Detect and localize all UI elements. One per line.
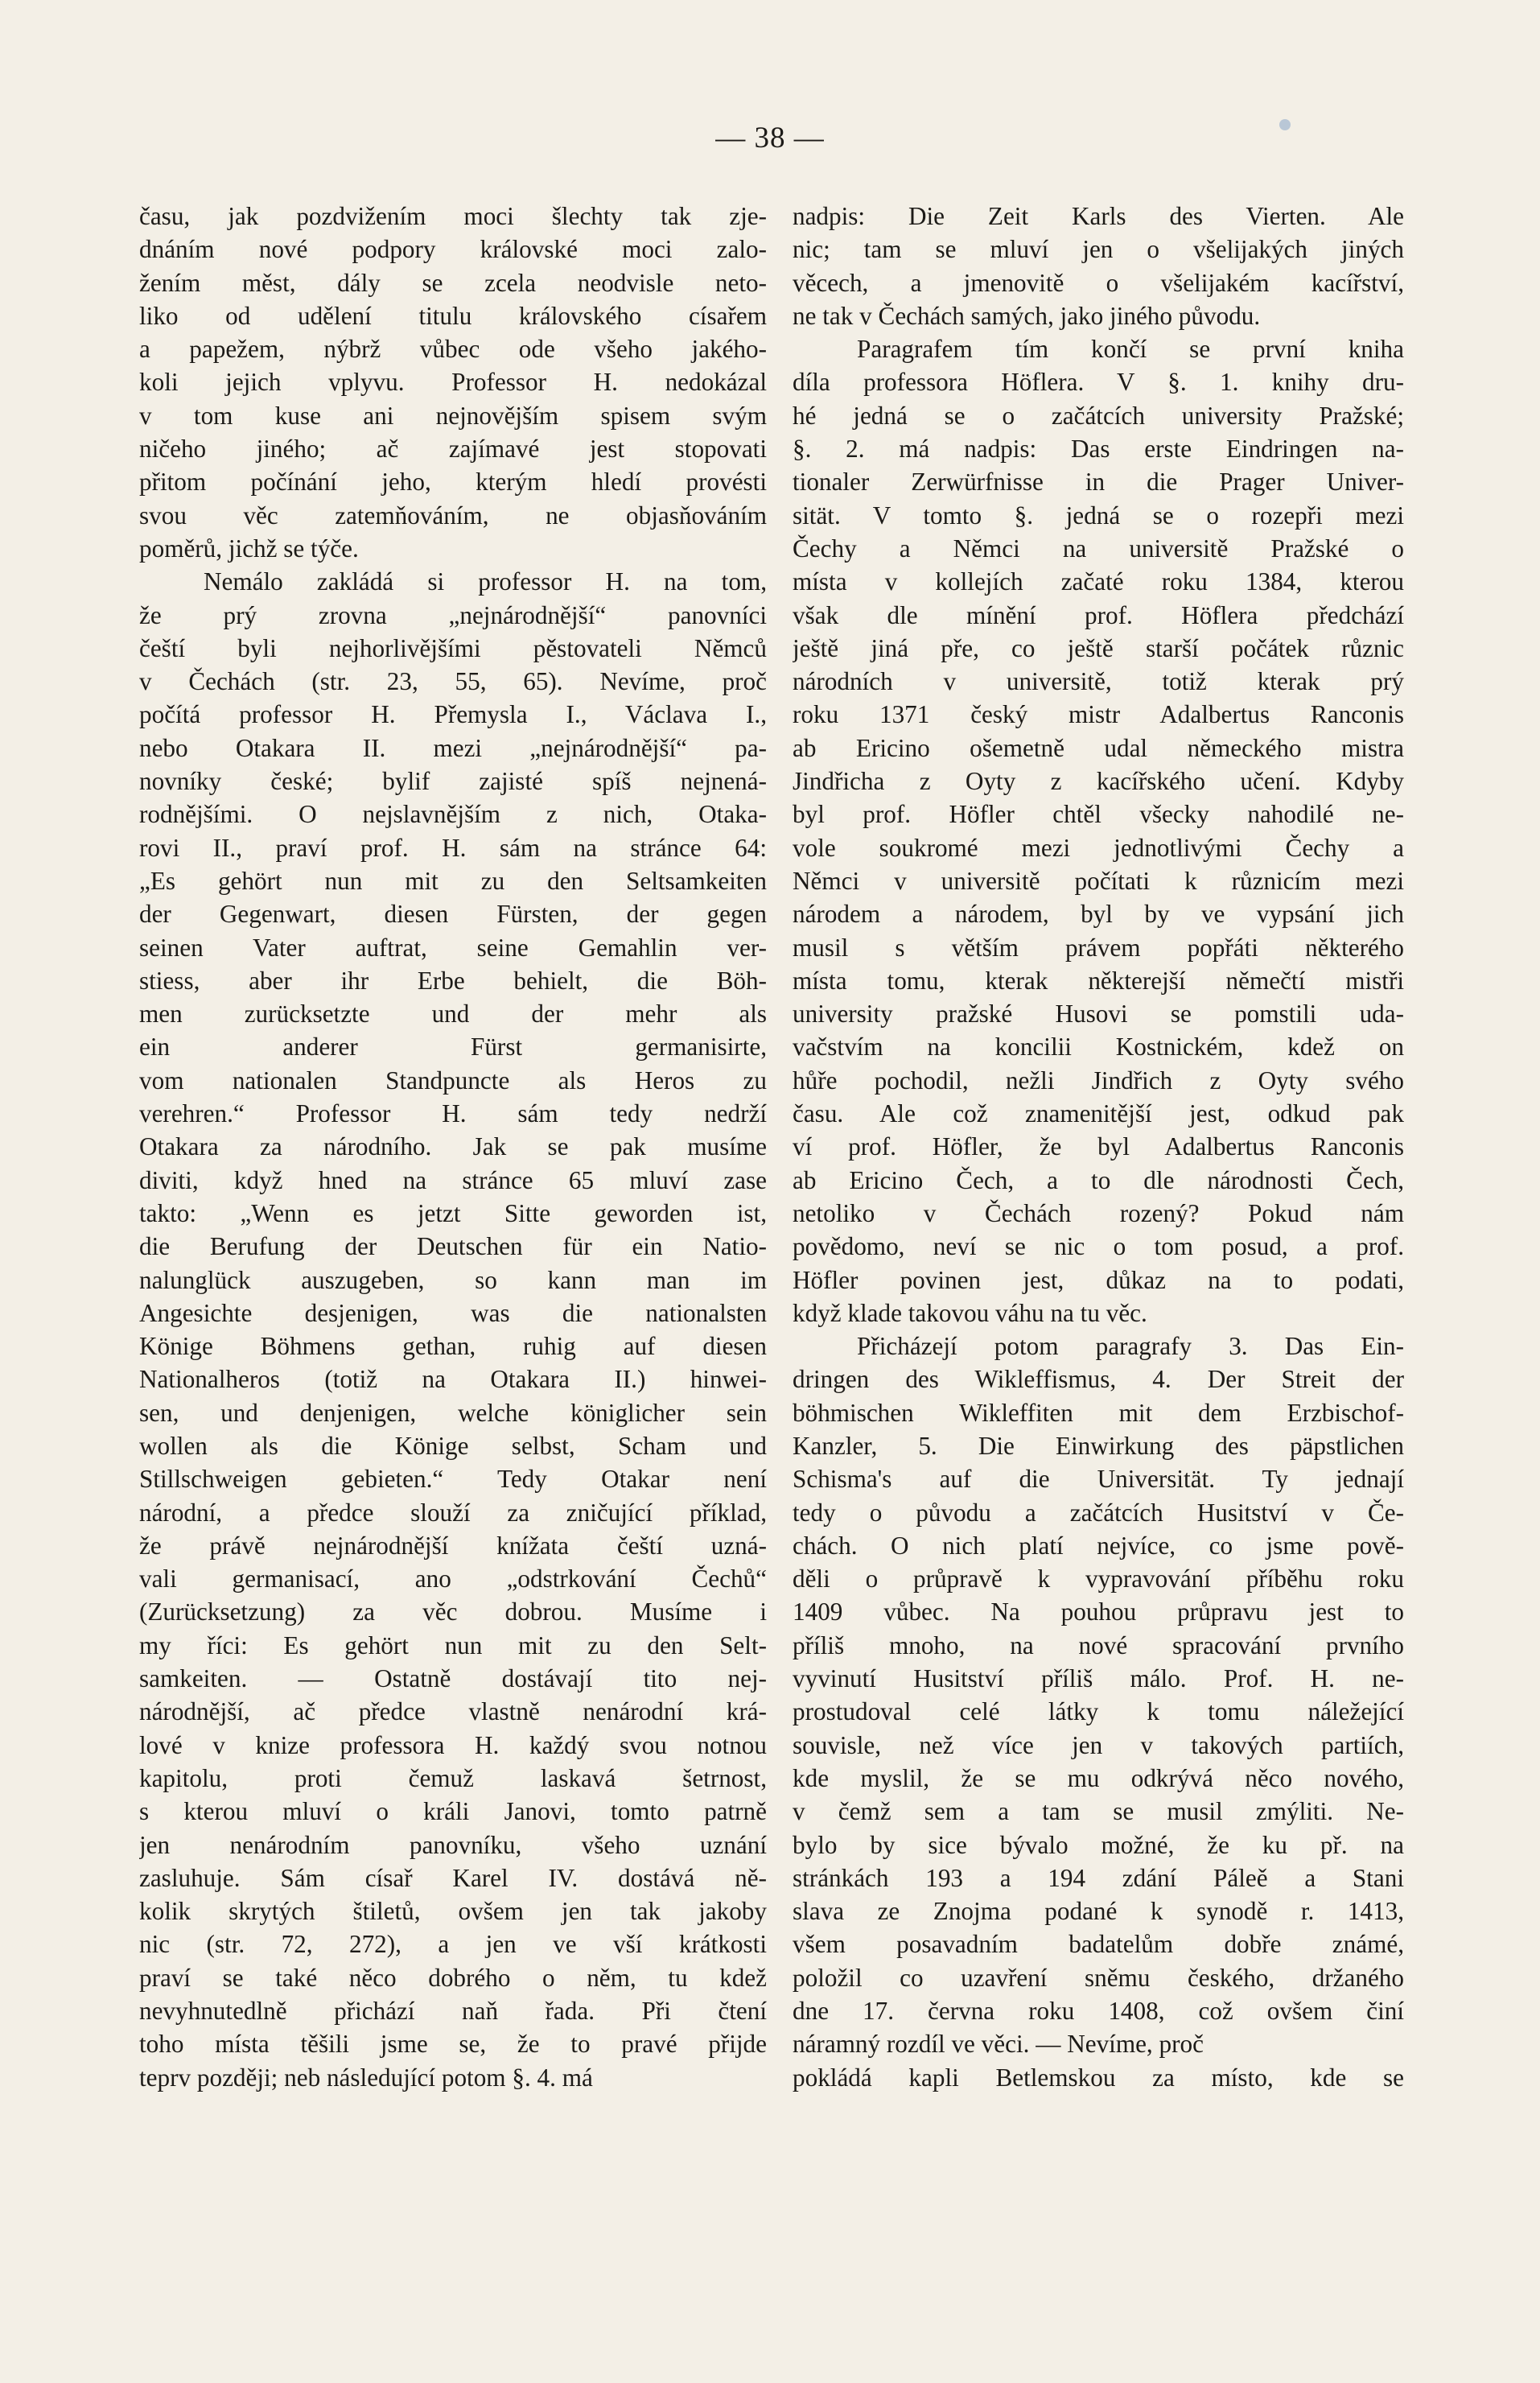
text-line: Stillschweigen gebieten.“ Tedy Otakar není xyxy=(139,1465,767,1494)
text-line: všem posavadním badatelům dobře známé, xyxy=(793,1930,1404,1959)
text-line: men zurücksetzte und der mehr als xyxy=(139,1000,767,1029)
text-line: souvisle, než více jen v takových partiích, xyxy=(793,1730,1404,1759)
text-line: seinen Vater auftrat, seine Gemahlin ver- xyxy=(139,933,767,962)
text-line: toho místa těšili jsme se, že to pravé přijde xyxy=(139,2030,767,2059)
text-line: položil co uzavření sněmu českého, držaného xyxy=(793,1963,1404,1992)
text-line: hé jedná se o začátcích university Pražské; xyxy=(793,401,1404,430)
page-number: — 38 — xyxy=(715,122,825,155)
text-line: když klade takovou váhu na tu věc. xyxy=(793,1298,1147,1327)
text-line: Nationalheros (totiž na Otakara II.) hinwei- xyxy=(139,1365,767,1394)
text-line: díla professora Höflera. V §. 1. knihy dru- xyxy=(793,368,1404,397)
text-line: žením měst, dály se zcela neodvisle neto- xyxy=(139,268,767,297)
text-line: ještě jiná pře, co ještě starší počátek různic xyxy=(793,633,1404,662)
text-line: böhmischen Wikleffiten mit dem Erzbischof- xyxy=(793,1398,1404,1427)
text-line: Nemálo zakládá si professor H. na tom, xyxy=(204,567,767,596)
left-column xyxy=(139,200,767,2094)
text-line: vačstvím na koncilii Kostnickém, kdež on xyxy=(793,1033,1404,1062)
text-line: diviti, když hned na stránce 65 mluví zase xyxy=(139,1165,767,1194)
text-line: (Zurücksetzung) za věc dobrou. Musíme i xyxy=(139,1598,767,1626)
text-line: děli o průpravě k vypravování příběhu roku xyxy=(793,1565,1404,1593)
text-line: teprv později; neb následující potom §. 4. má xyxy=(139,2063,593,2092)
text-line: ab Ericino ošemetně udal německého mistra xyxy=(793,733,1404,762)
text-line: dne 17. června roku 1408, což ovšem činí xyxy=(793,1997,1404,2026)
text-line: der Gegenwart, diesen Fürsten, der gegen xyxy=(139,900,767,929)
text-line: věcech, a jmenovitě o všelijakém kacířství, xyxy=(793,268,1404,297)
text-line: že prý zrovna „nejnárodnější“ panovníci xyxy=(139,600,767,629)
text-line: Paragrafem tím končí se první kniha xyxy=(857,335,1404,364)
text-line: samkeiten. — Ostatně dostávají tito nej- xyxy=(139,1664,767,1693)
text-line: musil s větším právem popřáti některého xyxy=(793,933,1404,962)
text-line: Kanzler, 5. Die Einwirkung des päpstlichen xyxy=(793,1431,1404,1460)
text-line: národní, a předce slouží za zničující příklad, xyxy=(139,1498,767,1527)
text-line: Jindřicha z Oyty z kacířského učení. Kdyby xyxy=(793,767,1404,796)
text-line: poměrů, jichž se týče. xyxy=(139,534,359,563)
text-line: tedy o původu a začátcích Husitství v Če- xyxy=(793,1498,1404,1527)
text-line: náramný rozdíl ve věci. — Nevíme, proč xyxy=(793,2030,1204,2059)
text-line: stránkách 193 a 194 zdání Páleě a Stani xyxy=(793,1863,1404,1892)
text-line: chách. O nich platí nejvíce, co jsme pově- xyxy=(793,1531,1404,1560)
text-line: národnější, ač předce vlastně nenárodní krá- xyxy=(139,1697,767,1726)
text-line: §. 2. má nadpis: Das erste Eindringen na- xyxy=(793,435,1404,464)
text-line: nebo Otakara II. mezi „nejnárodnější“ pa- xyxy=(139,733,767,762)
text-line: času. Ale což znamenitější jest, odkud pak xyxy=(793,1099,1404,1128)
text-line: takto: „Wenn es jetzt Sitte geworden ist, xyxy=(139,1198,767,1227)
text-line: lové v knize professora H. každý svou notnou xyxy=(139,1730,767,1759)
text-line: prostudoval celé látky k tomu náležející xyxy=(793,1697,1404,1726)
text-line: čeští byli nejhorlivějšími pěstovateli Němců xyxy=(139,633,767,662)
text-line: stiess, aber ihr Erbe behielt, die Böh- xyxy=(139,966,767,995)
text-line: rovi II., praví prof. H. sám na stránce 64: xyxy=(139,833,767,862)
text-line: tionaler Zerwürfnisse in die Prager Univer- xyxy=(793,468,1404,497)
text-line: nevyhnutedlně přichází naň řada. Při čtení xyxy=(139,1997,767,2026)
text-line: že právě nejnárodnější knížata čeští uzná- xyxy=(139,1531,767,1560)
text-line: vyvinutí Husitství příliš málo. Prof. H. ne- xyxy=(793,1664,1404,1693)
text-line: verehren.“ Professor H. sám tedy nedrží xyxy=(139,1099,767,1128)
text-line: vom nationalen Standpuncte als Heros zu xyxy=(139,1066,767,1095)
text-line: času, jak pozdvižením moci šlechty tak zje- xyxy=(139,202,767,230)
text-line: místa tomu, kterak některejší němečtí mistři xyxy=(793,966,1404,995)
text-line: vali germanisací, ano „odstrkování Čechů“ xyxy=(139,1565,767,1593)
text-line: místa v kollejích začaté roku 1384, kterou xyxy=(793,567,1404,596)
text-line: koli jejich vplyvu. Professor H. nedokázal xyxy=(139,368,767,397)
text-line: nalunglück auszugeben, so kann man im xyxy=(139,1265,767,1294)
text-line: Höfler povinen jest, důkaz na to podati, xyxy=(793,1265,1404,1294)
text-line: sen, und denjenigen, welche königlicher sein xyxy=(139,1398,767,1427)
text-line: Otakara za národního. Jak se pak musíme xyxy=(139,1132,767,1161)
text-line: však dle mínění prof. Höflera předchází xyxy=(793,600,1404,629)
text-line: nic (str. 72, 272), a jen ve vší krátkosti xyxy=(139,1930,767,1959)
text-line: ví prof. Höfler, že byl Adalbertus Ranconis xyxy=(793,1132,1404,1161)
text-line: Němci v universitě počítati k různicím mezi xyxy=(793,866,1404,895)
text-line: netoliko v Čechách rozený? Pokud nám xyxy=(793,1198,1404,1227)
text-line: Könige Böhmens gethan, ruhig auf diesen xyxy=(139,1332,767,1361)
text-line: dringen des Wikleffismus, 4. Der Streit der xyxy=(793,1365,1404,1394)
text-line: dnáním nové podpory královské moci zalo- xyxy=(139,235,767,264)
text-line: s kterou mluví o králi Janovi, tomto patrně xyxy=(139,1797,767,1826)
text-line: my říci: Es gehört nun mit zu den Selt- xyxy=(139,1631,767,1659)
text-line: kolik skrytých štiletů, ovšem jen tak jakoby xyxy=(139,1897,767,1926)
text-line: kde myslil, že se mu odkrývá něco nového, xyxy=(793,1763,1404,1792)
text-line: zasluhuje. Sám císař Karel IV. dostává ně- xyxy=(139,1863,767,1892)
text-line: rodnějšími. O nejslavnějším z nich, Otaka- xyxy=(139,800,767,829)
text-line: sität. V tomto §. jedná se o rozepři mezi xyxy=(793,501,1404,530)
text-line: Angesichte desjenigen, was die nationalsten xyxy=(139,1298,767,1327)
text-line: pokládá kapli Betlemskou za místo, kde se xyxy=(793,2063,1404,2092)
text-line: přitom počínání jeho, kterým hledí provésti xyxy=(139,468,767,497)
text-line: v Čechách (str. 23, 55, 65). Nevíme, proč xyxy=(139,667,767,696)
text-line: university pražské Husovi se pomstili uda- xyxy=(793,1000,1404,1029)
text-line: byl prof. Höfler chtěl všecky nahodilé ne- xyxy=(793,800,1404,829)
text-line: národních v universitě, totiž kterak prý xyxy=(793,667,1404,696)
text-line: ničeho jiného; ač zajímavé jest stopovati xyxy=(139,435,767,464)
text-line: slava ze Znojma podané k synodě r. 1413, xyxy=(793,1897,1404,1926)
text-line: vole soukromé mezi jednotlivými Čechy a xyxy=(793,833,1404,862)
text-line: v čemž sem a tam se musil zmýliti. Ne- xyxy=(793,1797,1404,1826)
text-line: Schisma's auf die Universität. Ty jednají xyxy=(793,1465,1404,1494)
text-line: jen nenárodním panovníku, všeho uznání xyxy=(139,1830,767,1859)
text-line: a papežem, nýbrž vůbec ode všeho jakého- xyxy=(139,335,767,364)
text-line: die Berufung der Deutschen für ein Natio- xyxy=(139,1232,767,1261)
text-line: Čechy a Němci na universitě Pražské o xyxy=(793,534,1404,563)
text-line: příliš mnoho, na nové spracování prvního xyxy=(793,1631,1404,1659)
right-column xyxy=(793,200,1404,2094)
text-line: povědomo, neví se nic o tom posud, a prof. xyxy=(793,1232,1404,1261)
text-line: kapitolu, proti čemuž laskavá šetrnost, xyxy=(139,1763,767,1792)
text-line: praví se také něco dobrého o něm, tu kdež xyxy=(139,1963,767,1992)
text-line: národem a národem, byl by ve vypsání jich xyxy=(793,900,1404,929)
text-line: liko od udělení titulu královského císařem xyxy=(139,301,767,330)
text-line: nadpis: Die Zeit Karls des Vierten. Ale xyxy=(793,202,1404,230)
text-line: bylo by sice bývalo možné, že ku př. na xyxy=(793,1830,1404,1859)
text-line: počítá professor H. Přemysla I., Václava I., xyxy=(139,700,767,729)
text-line: 1409 vůbec. Na pouhou průpravu jest to xyxy=(793,1598,1404,1626)
text-line: wollen als die Könige selbst, Scham und xyxy=(139,1431,767,1460)
text-line: ne tak v Čechách samých, jako jiného původu. xyxy=(793,301,1261,330)
text-line: novníky české; bylif zajisté spíš nejnená- xyxy=(139,767,767,796)
text-line: ein anderer Fürst germanisirte, xyxy=(139,1033,767,1062)
text-line: roku 1371 český mistr Adalbertus Ranconis xyxy=(793,700,1404,729)
text-line: Přicházejí potom paragrafy 3. Das Ein- xyxy=(857,1332,1404,1361)
text-line: svou věc zatemňováním, ne objasňováním xyxy=(139,501,767,530)
text-line: v tom kuse ani nejnovějším spisem svým xyxy=(139,401,767,430)
text-line: hůře pochodil, nežli Jindřich z Oyty svého xyxy=(793,1066,1404,1095)
text-line: „Es gehört nun mit zu den Seltsamkeiten xyxy=(139,866,767,895)
text-line: ab Ericino Čech, a to dle národnosti Čech, xyxy=(793,1165,1404,1194)
text-line: nic; tam se mluví jen o všelijakých jiných xyxy=(793,235,1404,264)
